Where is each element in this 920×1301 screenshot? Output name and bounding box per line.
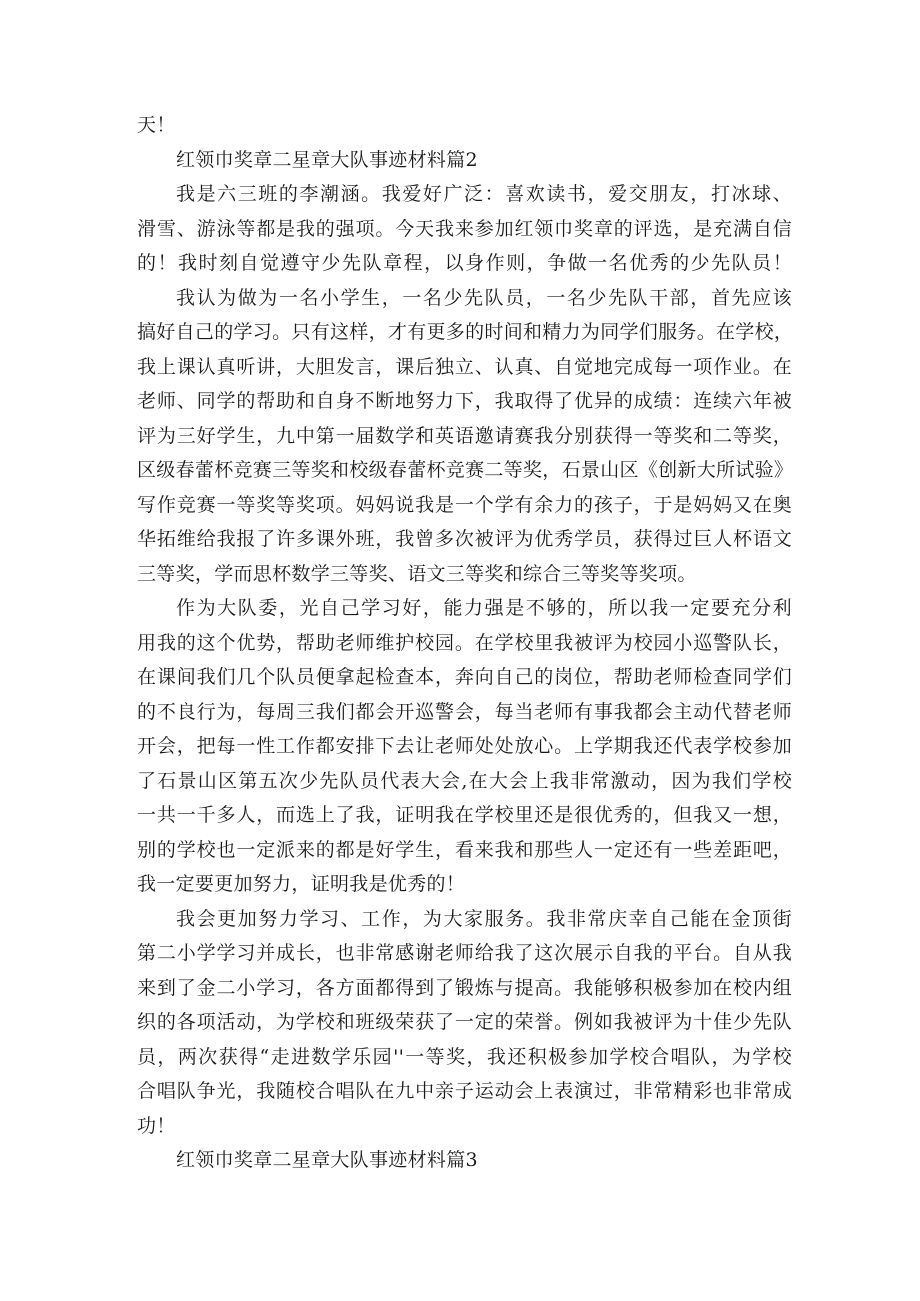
paragraph-line: 滑雪、游泳等都是我的强项。今天我来参加红领巾奖章的评选，是充满自信 [137,217,792,240]
paragraph-line: 员，两次获得“走进数学乐园''一等奖，我还积极参加学校合唱队，为学校 [137,1045,792,1068]
paragraph-line: 我认为做为一名小学生，一名少先队员，一名少先队干部，首先应该 [176,286,792,309]
paragraph-line: 一共一千多人，而选上了我，证明我在学校里还是很优秀的，但我又一想， [137,804,792,826]
paragraph-line: 我是六三班的李潮涵。我爱好广泛：喜欢读书，爱交朋友，打冰球、 [176,183,792,205]
paragraph-line: 作为大队委，光自己学习好，能力强是不够的，所以我一定要充分利 [176,597,792,619]
paragraph-line: 合唱队争光，我随校合唱队在九中亲子运动会上表演过，非常精彩也非常成 [137,1080,792,1102]
paragraph-line: 了石景山区第五次少先队员代表大会,在大会上我非常激动，因为我们学校 [137,769,792,792]
document-body [137,108,792,1178]
paragraph-line: 用我的这个优势，帮助老师维护校园。在学校里我被评为校园小巡警队长， [137,631,792,654]
paragraph-line: 写作竞赛一等奖等奖项。妈妈说我是一个学有余力的孩子，于是妈妈又在奥 [137,493,792,516]
paragraph-line: 我会更加努力学习、工作，为大家服务。我非常庆幸自己能在金顶街 [176,907,792,930]
paragraph-line: 华拓维给我报了许多课外班，我曾多次被评为优秀学员，获得过巨人杯语文 [137,528,792,550]
paragraph-line: 别的学校也一定派来的都是好学生，看来我和那些人一定还有一些差距吧， [137,838,792,861]
paragraph-line: 天！ [137,114,176,136]
paragraph-line: 区级春蕾杯竞赛三等奖和校级春蕾杯竞赛二等奖，石景山区《创新大所试验》 [137,459,794,481]
paragraph-line: 我一定要更加努力，证明我是优秀的！ [137,873,466,895]
paragraph-line: 来到了金二小学习，各方面都得到了锻炼与提高。我能够积极参加在校内组 [137,976,792,999]
paragraph-line: 我上课认真听讲，大胆发言，课后独立、认真、自觉地完成每一项作业。在 [137,355,792,378]
paragraph-line: 第二小学学习并成长，也非常感谢老师给我了这次展示自我的平台。自从我 [137,942,792,964]
section-heading: 红领巾奖章二星章大队事迹材料篇2 [176,148,478,171]
paragraph-line: 的不良行为，每周三我们都会开巡警会，每当老师有事我都会主动代替老师 [137,700,792,723]
paragraph-line: 老师、同学的帮助和自身不断地努力下，我取得了优异的成绩：连续六年被 [137,390,792,412]
paragraph-line: 在课间我们几个队员便拿起检查本，奔向自己的岗位，帮助老师检查同学们 [137,666,792,688]
paragraph-line: 搞好自己的学习。只有这样，才有更多的时间和精力为同学们服务。在学校， [137,321,794,343]
paragraph-line: 织的各项活动，为学校和班级荣获了一定的荣誉。例如我被评为十佳少先队 [137,1011,792,1033]
paragraph-line: 的！我时刻自觉遵守少先队章程，以身作则，争做一名优秀的少先队员！ [137,252,792,274]
paragraph-line: 评为三好学生，九中第一届数学和英语邀请赛我分别获得一等奖和二等奖， [137,424,792,447]
section-heading: 红领巾奖章二星章大队事迹材料篇3 [176,1149,478,1171]
paragraph-line: 三等奖，学而思杯数学三等奖、语文三等奖和综合三等奖等奖项。 [137,562,697,585]
paragraph-line: 开会，把每一性工作都安排下去让老师处处放心。上学期我还代表学校参加 [137,735,792,757]
paragraph-line: 功！ [137,1114,176,1137]
